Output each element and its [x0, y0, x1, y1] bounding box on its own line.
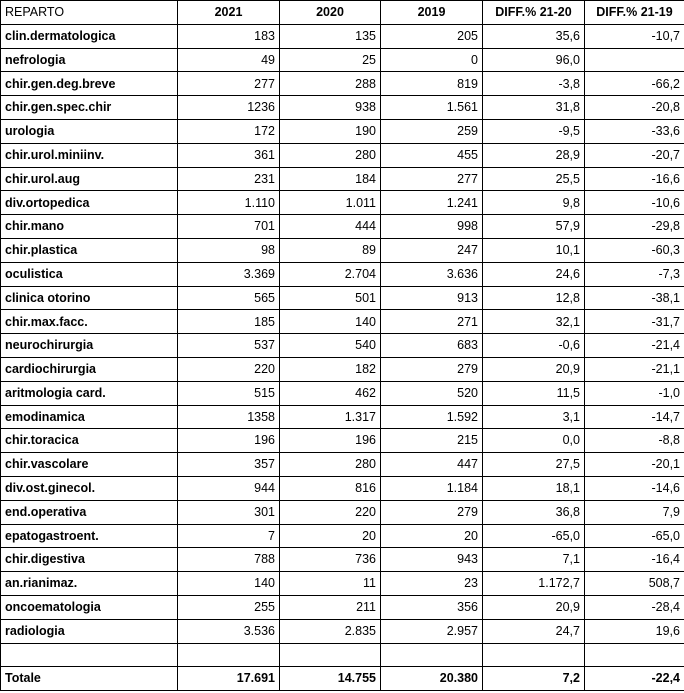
value-2020-cell: 540 [280, 334, 381, 358]
diff-21-20-cell: 28,9 [483, 143, 585, 167]
diff-21-19-cell: -7,3 [585, 262, 684, 286]
diff-21-20-cell: 0,0 [483, 429, 585, 453]
value-2019-cell: 215 [381, 429, 483, 453]
table-row [1, 357, 684, 381]
value-2021-cell: 98 [178, 238, 280, 262]
value-2021-cell [178, 643, 280, 667]
value-2019-cell: 271 [381, 310, 483, 334]
department-cell: an.rianimaz. [1, 572, 178, 596]
department-cell: chir.max.facc. [1, 310, 178, 334]
value-2020-cell: 184 [280, 167, 381, 191]
diff-21-19-cell: -8,8 [585, 429, 684, 453]
table-row [1, 595, 684, 619]
value-2021-cell: 3.369 [178, 262, 280, 286]
diff-21-19-cell [585, 48, 684, 72]
value-2019-cell: 2.957 [381, 619, 483, 643]
table-row [1, 262, 684, 286]
table-row [1, 286, 684, 310]
diff-21-20-cell: 35,6 [483, 24, 585, 48]
table-row [1, 381, 684, 405]
diff-21-20-cell: 9,8 [483, 191, 585, 215]
diff-21-20-cell: 20,9 [483, 595, 585, 619]
department-cell: epatogastroent. [1, 524, 178, 548]
value-2019-cell: 998 [381, 215, 483, 239]
department-cell: emodinamica [1, 405, 178, 429]
value-2021-cell: 183 [178, 24, 280, 48]
diff-21-20-cell: 7,1 [483, 548, 585, 572]
department-cell: nefrologia [1, 48, 178, 72]
value-2020-cell: 25 [280, 48, 381, 72]
table-row [1, 191, 684, 215]
diff-21-20-cell: 25,5 [483, 167, 585, 191]
value-2019-cell: 259 [381, 119, 483, 143]
value-2021-cell: 49 [178, 48, 280, 72]
table-row [1, 143, 684, 167]
value-2019-cell: 279 [381, 357, 483, 381]
value-2020-cell: 140 [280, 310, 381, 334]
value-2020-cell: 1.317 [280, 405, 381, 429]
header-row [1, 1, 684, 25]
value-2019-cell: 683 [381, 334, 483, 358]
value-2020-cell: 1.011 [280, 191, 381, 215]
value-2020-cell: 182 [280, 357, 381, 381]
table-row [1, 524, 684, 548]
value-2020-cell: 11 [280, 572, 381, 596]
diff-21-20-cell [483, 643, 585, 667]
value-2021-cell: 537 [178, 334, 280, 358]
department-cell: clin.dermatologica [1, 24, 178, 48]
diff-21-19-cell: -29,8 [585, 215, 684, 239]
table-row [1, 572, 684, 596]
department-cell: chir.digestiva [1, 548, 178, 572]
value-2019-cell: 520 [381, 381, 483, 405]
value-2019-cell: 943 [381, 548, 483, 572]
department-cell [1, 643, 178, 667]
header-2019: 2019 [381, 1, 483, 25]
value-2020-cell: 14.755 [280, 667, 381, 691]
diff-21-19-cell: -31,7 [585, 310, 684, 334]
department-cell: chir.mano [1, 215, 178, 239]
value-2019-cell: 1.561 [381, 96, 483, 120]
diff-21-20-cell: 57,9 [483, 215, 585, 239]
diff-21-19-cell: -20,8 [585, 96, 684, 120]
table-row [1, 548, 684, 572]
diff-21-19-cell: -66,2 [585, 72, 684, 96]
value-2020-cell: 196 [280, 429, 381, 453]
diff-21-20-cell: 24,7 [483, 619, 585, 643]
department-cell: div.ost.ginecol. [1, 476, 178, 500]
value-2020-cell: 89 [280, 238, 381, 262]
diff-21-19-cell: -60,3 [585, 238, 684, 262]
value-2020-cell: 280 [280, 453, 381, 477]
diff-21-19-cell: -22,4 [585, 667, 684, 691]
diff-21-20-cell: 20,9 [483, 357, 585, 381]
value-2019-cell: 1.184 [381, 476, 483, 500]
value-2019-cell: 205 [381, 24, 483, 48]
diff-21-19-cell: 7,9 [585, 500, 684, 524]
value-2021-cell: 3.536 [178, 619, 280, 643]
diff-21-20-cell: 12,8 [483, 286, 585, 310]
diff-21-19-cell: -38,1 [585, 286, 684, 310]
header-diff-21-19: DIFF.% 21-19 [585, 1, 684, 25]
value-2020-cell: 220 [280, 500, 381, 524]
table-row [1, 310, 684, 334]
diff-21-20-cell: 3,1 [483, 405, 585, 429]
diff-21-20-cell: 11,5 [483, 381, 585, 405]
diff-21-20-cell: 32,1 [483, 310, 585, 334]
diff-21-19-cell: -10,6 [585, 191, 684, 215]
value-2020-cell: 2.704 [280, 262, 381, 286]
value-2019-cell: 447 [381, 453, 483, 477]
value-2021-cell: 7 [178, 524, 280, 548]
value-2019-cell: 277 [381, 167, 483, 191]
value-2019-cell: 356 [381, 595, 483, 619]
value-2020-cell: 280 [280, 143, 381, 167]
value-2019-cell: 20.380 [381, 667, 483, 691]
value-2021-cell: 277 [178, 72, 280, 96]
value-2021-cell: 1358 [178, 405, 280, 429]
value-2021-cell: 301 [178, 500, 280, 524]
value-2019-cell: 20 [381, 524, 483, 548]
value-2020-cell: 135 [280, 24, 381, 48]
table-row [1, 24, 684, 48]
value-2021-cell: 196 [178, 429, 280, 453]
table-row [1, 405, 684, 429]
diff-21-19-cell: -65,0 [585, 524, 684, 548]
table-row [1, 215, 684, 239]
value-2021-cell: 1236 [178, 96, 280, 120]
value-2021-cell: 231 [178, 167, 280, 191]
table-row [1, 96, 684, 120]
table-row [1, 476, 684, 500]
value-2019-cell: 1.592 [381, 405, 483, 429]
diff-21-20-cell: 18,1 [483, 476, 585, 500]
diff-21-20-cell: 31,8 [483, 96, 585, 120]
table-row [1, 500, 684, 524]
diff-21-19-cell: -14,6 [585, 476, 684, 500]
value-2021-cell: 17.691 [178, 667, 280, 691]
department-cell: chir.plastica [1, 238, 178, 262]
department-cell: oncoematologia [1, 595, 178, 619]
diff-21-19-cell: -28,4 [585, 595, 684, 619]
department-cell: chir.vascolare [1, 453, 178, 477]
value-2019-cell: 455 [381, 143, 483, 167]
diff-21-19-cell: -14,7 [585, 405, 684, 429]
total-row [1, 667, 684, 691]
diff-21-19-cell: -33,6 [585, 119, 684, 143]
value-2021-cell: 788 [178, 548, 280, 572]
value-2019-cell: 247 [381, 238, 483, 262]
value-2021-cell: 701 [178, 215, 280, 239]
table-row [1, 429, 684, 453]
department-cell: chir.urol.aug [1, 167, 178, 191]
spacer-row [1, 643, 684, 667]
value-2020-cell: 2.835 [280, 619, 381, 643]
diff-21-20-cell: -3,8 [483, 72, 585, 96]
department-cell: aritmologia card. [1, 381, 178, 405]
header-reparto: REPARTO [1, 1, 178, 25]
table-row [1, 238, 684, 262]
diff-21-20-cell: 27,5 [483, 453, 585, 477]
value-2021-cell: 361 [178, 143, 280, 167]
value-2020-cell: 462 [280, 381, 381, 405]
value-2019-cell: 23 [381, 572, 483, 596]
diff-21-19-cell: -20,1 [585, 453, 684, 477]
table-row [1, 48, 684, 72]
department-cell: radiologia [1, 619, 178, 643]
value-2020-cell [280, 643, 381, 667]
diff-21-19-cell: -10,7 [585, 24, 684, 48]
diff-21-19-cell: 508,7 [585, 572, 684, 596]
value-2019-cell: 0 [381, 48, 483, 72]
value-2021-cell: 255 [178, 595, 280, 619]
value-2019-cell: 1.241 [381, 191, 483, 215]
department-cell: chir.urol.miniinv. [1, 143, 178, 167]
diff-21-20-cell: -9,5 [483, 119, 585, 143]
department-cell: chir.gen.spec.chir [1, 96, 178, 120]
table-row [1, 334, 684, 358]
table-row [1, 453, 684, 477]
diff-21-19-cell: -21,4 [585, 334, 684, 358]
diff-21-19-cell: -1,0 [585, 381, 684, 405]
diff-21-20-cell: -0,6 [483, 334, 585, 358]
department-cell: Totale [1, 667, 178, 691]
diff-21-19-cell: 19,6 [585, 619, 684, 643]
department-cell: urologia [1, 119, 178, 143]
department-cell: clinica otorino [1, 286, 178, 310]
header-2020: 2020 [280, 1, 381, 25]
value-2020-cell: 816 [280, 476, 381, 500]
value-2021-cell: 185 [178, 310, 280, 334]
value-2021-cell: 220 [178, 357, 280, 381]
department-cell: end.operativa [1, 500, 178, 524]
diff-21-20-cell: 7,2 [483, 667, 585, 691]
value-2020-cell: 736 [280, 548, 381, 572]
value-2020-cell: 211 [280, 595, 381, 619]
department-cell: oculistica [1, 262, 178, 286]
department-cell: chir.gen.deg.breve [1, 72, 178, 96]
diff-21-20-cell: 36,8 [483, 500, 585, 524]
value-2019-cell [381, 643, 483, 667]
table-row [1, 72, 684, 96]
value-2021-cell: 357 [178, 453, 280, 477]
diff-21-19-cell: -16,4 [585, 548, 684, 572]
value-2020-cell: 20 [280, 524, 381, 548]
diff-21-19-cell: -16,6 [585, 167, 684, 191]
value-2019-cell: 819 [381, 72, 483, 96]
value-2020-cell: 938 [280, 96, 381, 120]
value-2020-cell: 501 [280, 286, 381, 310]
value-2021-cell: 1.110 [178, 191, 280, 215]
value-2020-cell: 444 [280, 215, 381, 239]
value-2021-cell: 515 [178, 381, 280, 405]
department-cell: div.ortopedica [1, 191, 178, 215]
table-row [1, 619, 684, 643]
table-row [1, 119, 684, 143]
diff-21-19-cell: -20,7 [585, 143, 684, 167]
value-2021-cell: 172 [178, 119, 280, 143]
value-2021-cell: 565 [178, 286, 280, 310]
header-diff-21-20: DIFF.% 21-20 [483, 1, 585, 25]
diff-21-20-cell: 1.172,7 [483, 572, 585, 596]
value-2021-cell: 140 [178, 572, 280, 596]
value-2020-cell: 190 [280, 119, 381, 143]
header-2021: 2021 [178, 1, 280, 25]
diff-21-20-cell: 10,1 [483, 238, 585, 262]
value-2019-cell: 913 [381, 286, 483, 310]
table-row [1, 167, 684, 191]
department-cell: chir.toracica [1, 429, 178, 453]
value-2019-cell: 279 [381, 500, 483, 524]
diff-21-20-cell: 96,0 [483, 48, 585, 72]
value-2020-cell: 288 [280, 72, 381, 96]
diff-21-20-cell: -65,0 [483, 524, 585, 548]
diff-21-20-cell: 24,6 [483, 262, 585, 286]
value-2021-cell: 944 [178, 476, 280, 500]
department-cell: neurochirurgia [1, 334, 178, 358]
value-2019-cell: 3.636 [381, 262, 483, 286]
diff-21-19-cell: -21,1 [585, 357, 684, 381]
diff-21-19-cell [585, 643, 684, 667]
department-cell: cardiochirurgia [1, 357, 178, 381]
